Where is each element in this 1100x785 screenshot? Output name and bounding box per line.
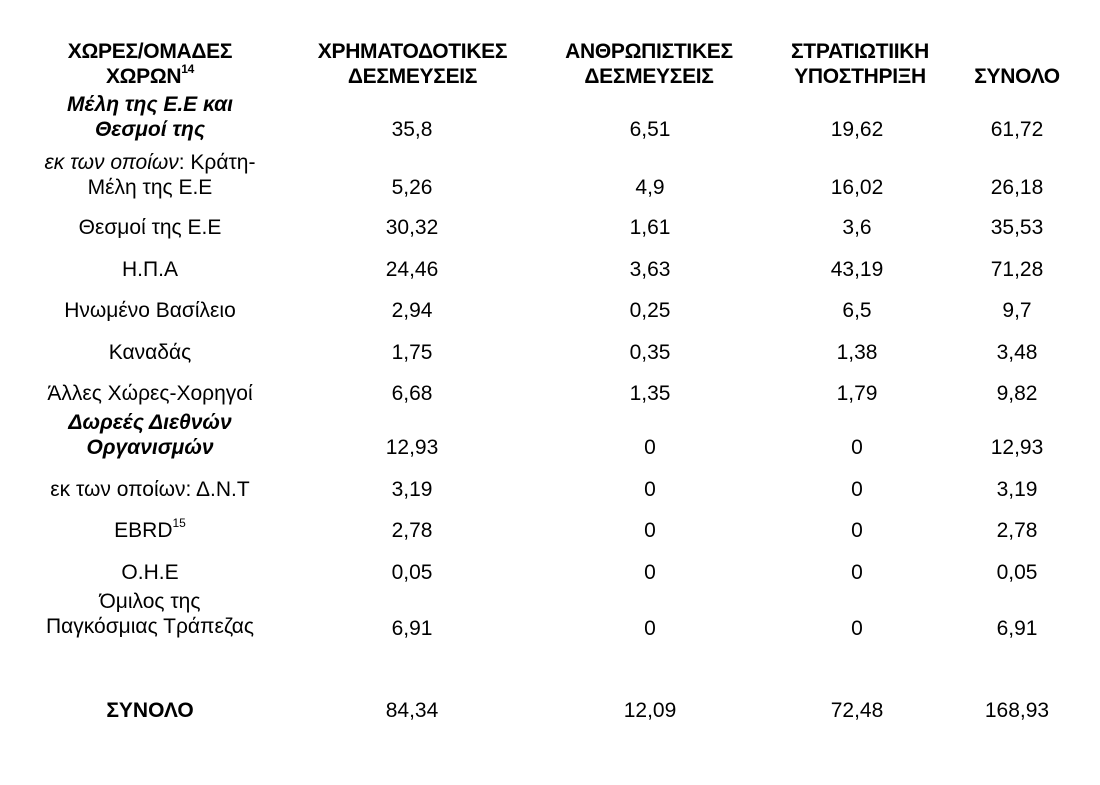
cell-military: 16,02 bbox=[830, 176, 884, 199]
header-military-line1: ΣΤΡΑΤΙΩΤΙΙΚΗ bbox=[790, 40, 930, 63]
row-label-line2: Παγκόσμιας Τράπεζας bbox=[45, 615, 255, 638]
header-countries bbox=[40, 39, 260, 89]
row-label-italic: εκ των οποίων bbox=[44, 151, 179, 174]
total-financial: 84,34 bbox=[385, 699, 439, 722]
cell-financial: 30,32 bbox=[385, 216, 439, 239]
cell-humanitarian: 0 bbox=[644, 478, 656, 501]
header-humanitarian-line1: ΑΝΘΡΩΠΙΣΤΙΚΕΣ bbox=[565, 40, 733, 63]
row-label: Ηνωμένο Βασίλειο bbox=[64, 299, 236, 322]
row-label: Ο.Η.Ε bbox=[121, 561, 179, 584]
cell-military: 1,38 bbox=[836, 341, 878, 364]
cell-total: 9,7 bbox=[1002, 299, 1032, 322]
cell-financial: 6,68 bbox=[391, 382, 433, 405]
total-humanitarian: 12,09 bbox=[623, 699, 677, 722]
cell-humanitarian: 1,61 bbox=[629, 216, 671, 239]
total-label: ΣΥΝΟΛΟ bbox=[106, 699, 194, 722]
header-financial bbox=[290, 39, 535, 89]
cell-military: 0 bbox=[851, 478, 863, 501]
row-label-line1: Μέλη της Ε.Ε και bbox=[67, 93, 233, 116]
cell-total: 9,82 bbox=[996, 382, 1038, 405]
cell-humanitarian: 0,35 bbox=[629, 341, 671, 364]
cell-military: 19,62 bbox=[830, 118, 884, 141]
row-label: Η.Π.Α bbox=[121, 258, 178, 281]
row-label-line1: Όμιλος της bbox=[99, 590, 201, 613]
cell-military: 0 bbox=[851, 436, 863, 459]
cell-total: 6,91 bbox=[996, 617, 1038, 640]
row-label bbox=[0, 92, 300, 142]
header-military-line2: ΥΠΟΣΤΗΡΙΞΗ bbox=[794, 65, 926, 88]
cell-total: 71,28 bbox=[990, 258, 1044, 281]
cell-humanitarian: 6,51 bbox=[629, 118, 671, 141]
cell-total: 12,93 bbox=[990, 436, 1044, 459]
header-humanitarian-line2: ΔΕΣΜΕΥΣΕΙΣ bbox=[584, 65, 714, 88]
row-label-rest: : Κράτη- bbox=[178, 151, 256, 174]
cell-military: 3,6 bbox=[842, 216, 872, 239]
cell-financial: 3,19 bbox=[391, 478, 433, 501]
cell-total: 3,48 bbox=[996, 341, 1038, 364]
row-label: εκ των οποίων: Δ.Ν.Τ bbox=[50, 478, 250, 501]
cell-financial: 24,46 bbox=[385, 258, 439, 281]
cell-military: 0 bbox=[851, 561, 863, 584]
cell-financial: 12,93 bbox=[385, 436, 439, 459]
cell-humanitarian: 0 bbox=[644, 561, 656, 584]
row-label: Άλλες Χώρες-Χορηγοί bbox=[47, 382, 253, 405]
cell-total: 26,18 bbox=[990, 176, 1044, 199]
cell-military: 1,79 bbox=[836, 382, 878, 405]
cell-financial: 2,94 bbox=[391, 299, 433, 322]
footnote-14: 14 bbox=[181, 62, 195, 76]
row-label-text: EBRD bbox=[114, 519, 173, 542]
cell-financial: 5,26 bbox=[391, 176, 433, 199]
cell-financial: 0,05 bbox=[391, 561, 433, 584]
row-label bbox=[0, 589, 300, 639]
cell-humanitarian: 0 bbox=[644, 436, 656, 459]
row-label-line2: Μέλη της Ε.Ε bbox=[87, 176, 213, 199]
cell-military: 0 bbox=[851, 617, 863, 640]
row-label-line2: Οργανισμών bbox=[86, 436, 214, 459]
total-military: 72,48 bbox=[830, 699, 884, 722]
header-total-label: ΣΥΝΟΛΟ bbox=[974, 65, 1060, 88]
header-total bbox=[957, 64, 1077, 89]
header-countries-line1: ΧΩΡΕΣ/ΟΜΑΔΕΣ bbox=[67, 40, 233, 63]
cell-humanitarian: 3,63 bbox=[629, 258, 671, 281]
total-grand: 168,93 bbox=[984, 699, 1050, 722]
cell-humanitarian: 4,9 bbox=[635, 176, 665, 199]
cell-humanitarian: 0 bbox=[644, 519, 656, 542]
header-countries-line2: ΧΩΡΩΝ bbox=[105, 65, 182, 88]
footnote-15: 15 bbox=[172, 516, 186, 530]
cell-financial: 35,8 bbox=[391, 118, 433, 141]
cell-financial: 1,75 bbox=[391, 341, 433, 364]
cell-financial: 2,78 bbox=[391, 519, 433, 542]
row-label bbox=[0, 410, 300, 460]
header-financial-line2: ΔΕΣΜΕΥΣΕΙΣ bbox=[347, 65, 478, 88]
row-label: Καναδάς bbox=[108, 341, 192, 364]
row-label: Θεσμοί της Ε.Ε bbox=[78, 216, 222, 239]
cell-humanitarian: 0,25 bbox=[629, 299, 671, 322]
row-label bbox=[0, 150, 300, 200]
cell-military: 0 bbox=[851, 519, 863, 542]
cell-humanitarian: 1,35 bbox=[629, 382, 671, 405]
header-military bbox=[765, 39, 955, 89]
row-label-line1: Δωρεές Διεθνών bbox=[68, 411, 232, 434]
cell-total: 3,19 bbox=[996, 478, 1038, 501]
row-label bbox=[0, 518, 300, 543]
cell-financial: 6,91 bbox=[391, 617, 433, 640]
cell-total: 2,78 bbox=[996, 519, 1038, 542]
cell-military: 6,5 bbox=[842, 299, 872, 322]
cell-military: 43,19 bbox=[830, 258, 884, 281]
cell-total: 35,53 bbox=[990, 216, 1044, 239]
cell-total: 61,72 bbox=[990, 118, 1044, 141]
cell-humanitarian: 0 bbox=[644, 617, 656, 640]
header-financial-line1: ΧΡΗΜΑΤΟΔΟΤΙΚΕΣ bbox=[317, 40, 508, 63]
cell-total: 0,05 bbox=[996, 561, 1038, 584]
row-label-line2: Θεσμοί της bbox=[94, 118, 206, 141]
header-humanitarian bbox=[540, 39, 758, 89]
